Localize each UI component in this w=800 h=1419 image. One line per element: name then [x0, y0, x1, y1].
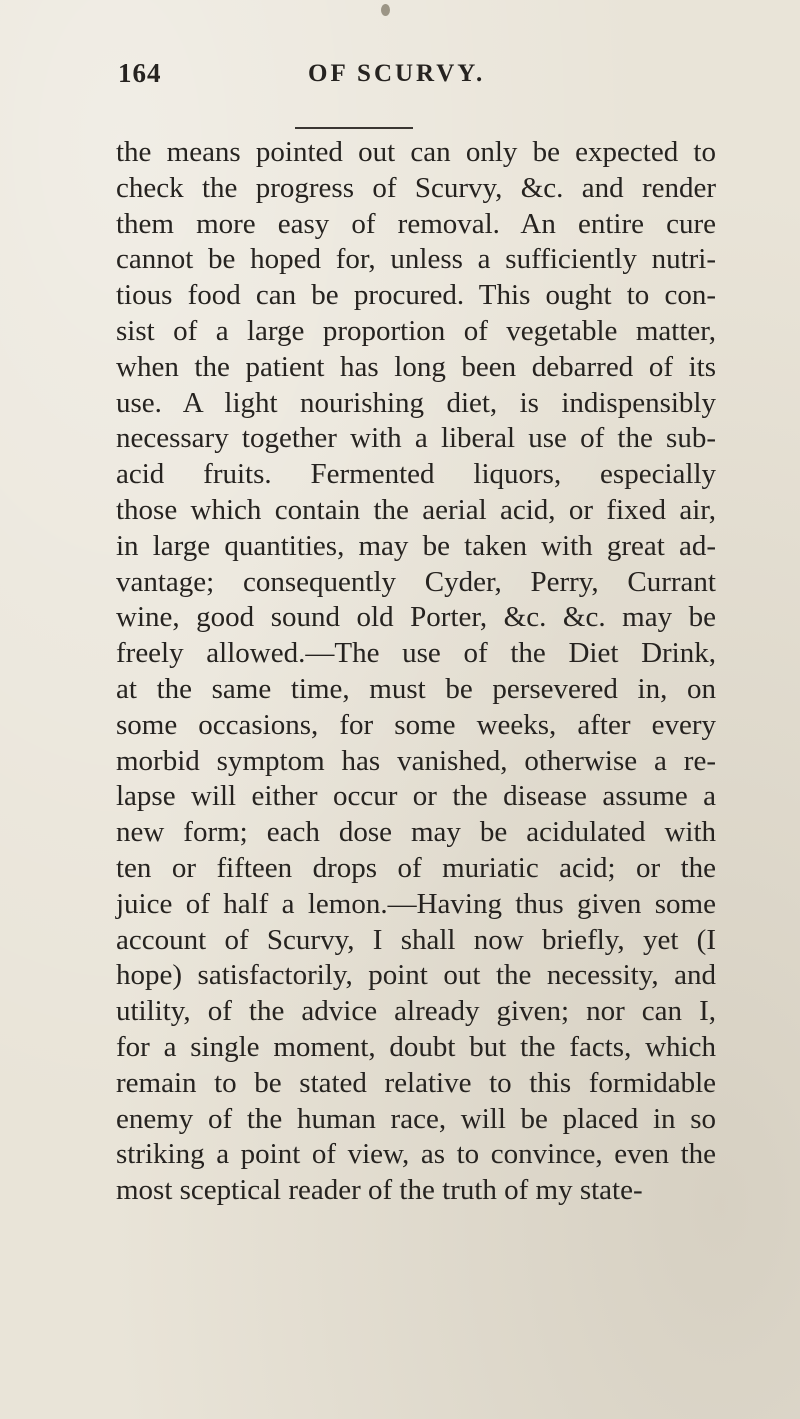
text-line: check the progress of Scurvy, &c. and render: [116, 171, 716, 204]
text-line: tious food can be procured. This ought to con-: [116, 279, 716, 312]
text-line: necessary together with a liberal use of the sub-: [116, 422, 716, 455]
text-line: when the patient has long been debarred of its: [116, 350, 716, 383]
text-line: wine, good sound old Porter, &c. &c. may be: [116, 601, 716, 634]
page-number: 164: [118, 58, 162, 88]
text-line: lapse will either occur or the disease assume a: [116, 780, 716, 813]
text-line: juice of half a lemon.—Having thus given some: [116, 887, 716, 920]
running-title: OF SCURVY.: [308, 60, 486, 87]
text-line: enemy of the human race, will be placed in so: [116, 1102, 716, 1135]
text-line: them more easy of removal. An entire cure: [116, 207, 716, 240]
text-line: cannot be hoped for, unless a sufficiently nutri-: [116, 243, 716, 276]
header-rule: [295, 127, 413, 129]
text-line: some occasions, for some weeks, after every: [116, 708, 716, 741]
text-line: at the same time, must be persevered in, on: [116, 672, 716, 705]
text-line: morbid symptom has vanished, otherwise a re-: [116, 744, 716, 777]
text-line: striking a point of view, as to convince, even the: [116, 1138, 716, 1171]
running-head: [118, 58, 678, 94]
text-line: new form; each dose may be acidulated with: [116, 816, 716, 849]
text-line: vantage; consequently Cyder, Perry, Currant: [116, 565, 716, 598]
text-line: those which contain the aerial acid, or fixed air,: [116, 493, 716, 526]
ink-spot: [381, 4, 390, 16]
text-line: acid fruits. Fermented liquors, especially: [116, 458, 716, 491]
text-line: freely allowed.—The use of the Diet Drink,: [116, 637, 716, 670]
text-line: remain to be stated relative to this formidable: [116, 1066, 716, 1099]
text-line: for a single moment, doubt but the facts, which: [116, 1030, 716, 1063]
text-line: utility, of the advice already given; nor can I,: [116, 995, 716, 1028]
text-line: account of Scurvy, I shall now briefly, yet (I: [116, 923, 716, 956]
text-line: ten or fifteen drops of muriatic acid; or the: [116, 851, 716, 884]
text-line: sist of a large proportion of vegetable matter,: [116, 314, 716, 347]
text-line: in large quantities, may be taken with great ad-: [116, 529, 716, 562]
text-line: hope) satisfactorily, point out the necessity, and: [116, 959, 716, 992]
text-line: most sceptical reader of the truth of my state-: [116, 1174, 643, 1207]
body-text: [116, 135, 716, 1209]
text-line: use. A light nourishing diet, is indispensibly: [116, 386, 716, 419]
text-line: the means pointed out can only be expected to: [116, 136, 716, 168]
